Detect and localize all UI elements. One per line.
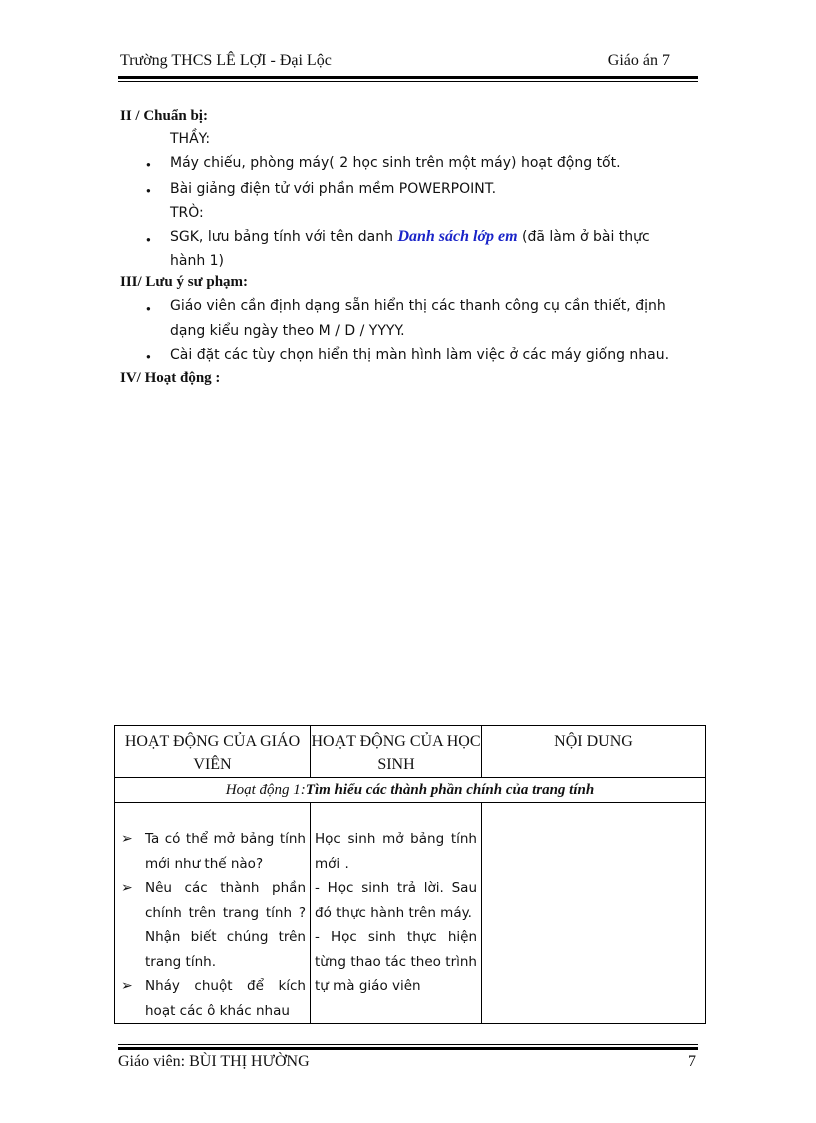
bullet-icon: ●: [146, 304, 151, 313]
arrow-bullet-icon: ➢: [121, 831, 133, 847]
teacher-activities-cell: [115, 803, 311, 1024]
student-item-cont: hành 1): [170, 253, 225, 269]
header-rule-thick: [118, 76, 698, 79]
footer-rule-thin: [118, 1044, 698, 1045]
bullet-icon: ●: [146, 186, 151, 195]
prep-heading: II / Chuẩn bị:: [120, 108, 208, 124]
teacher-item-1: Máy chiếu, phòng máy( 2 học sinh trên một máy) hoạt động tốt.: [170, 155, 621, 171]
student-item-suffix: (đã làm ở bài thực: [517, 229, 650, 245]
page-header: [118, 50, 698, 74]
col-header-content: NỘI DUNG: [482, 726, 706, 778]
list-item: ➢ Ta có thể mở bảng tính mới như thế nào?: [115, 827, 310, 876]
page-footer: [118, 1053, 698, 1071]
activity-table: [114, 725, 706, 1024]
teacher-name: Giáo viên: BÙI THỊ HƯỜNG: [118, 1053, 310, 1070]
student-label: TRÒ:: [170, 205, 204, 221]
school-name: Trường THCS LÊ LỢI - Đại Lộc: [120, 52, 332, 69]
note-item-2: Cài đặt các tùy chọn hiển thị màn hình làm việc ở các máy giống nhau.: [170, 347, 670, 363]
activities-heading: IV/ Hoạt động :: [120, 370, 221, 386]
activity-1-row: [115, 778, 706, 803]
list-item: ➢ Nêu các thành phần chính trên trang tính ? Nhận biết chúng trên trang tính.: [115, 876, 310, 974]
student-text-2: - Học sinh trả lời. Sau đó thực hành trên máy.: [315, 880, 477, 921]
bullet-icon: ●: [146, 352, 151, 361]
student-activities-cell: [311, 803, 482, 1024]
col-header-teacher: HOẠT ĐỘNG CỦA GIÁO VIÊN: [115, 726, 311, 778]
teacher-label: THẦY:: [170, 131, 211, 147]
student-item: [170, 228, 650, 246]
bullet-icon: ●: [146, 160, 151, 169]
note-item-1-line-1: Giáo viên cần định dạng sẵn hiển thị các thanh công cụ cần thiết, định: [170, 298, 666, 314]
activity-1-title: Tìm hiểu các thành phần chính của trang tính: [305, 782, 595, 798]
page-number: 7: [688, 1053, 696, 1070]
activity-1-prefix: Hoạt động 1:: [225, 782, 306, 798]
content-cell: [482, 803, 706, 1024]
note-item-1-line-2: dạng kiểu ngày theo M / D / YYYY.: [170, 323, 405, 339]
list-item: ➢ Nháy chuột để kích hoạt các ô khác nhau: [115, 974, 310, 1023]
arrow-bullet-icon: ➢: [121, 880, 133, 896]
student-text-3: - Học sinh thực hiện từng thao tác theo trình tự mà giáo viên: [315, 929, 477, 994]
header-rule-thin: [118, 81, 698, 82]
class-list-file-name: Danh sách lớp em: [397, 228, 518, 245]
student-text-1: Học sinh mở bảng tính mới .: [315, 831, 477, 872]
notes-heading: III/ Lưu ý sư phạm:: [120, 274, 249, 290]
teacher-item-2: Bài giảng điện tử với phần mềm POWERPOINT.: [170, 181, 497, 197]
footer-rule-thick: [118, 1047, 698, 1050]
student-item-prefix: SGK, lưu bảng tính với tên danh: [170, 229, 398, 245]
col-header-student: HOẠT ĐỘNG CỦA HỌC SINH: [311, 726, 482, 778]
bullet-icon: ●: [146, 235, 151, 244]
arrow-bullet-icon: ➢: [121, 978, 133, 994]
doc-title: Giáo án 7: [607, 52, 670, 69]
